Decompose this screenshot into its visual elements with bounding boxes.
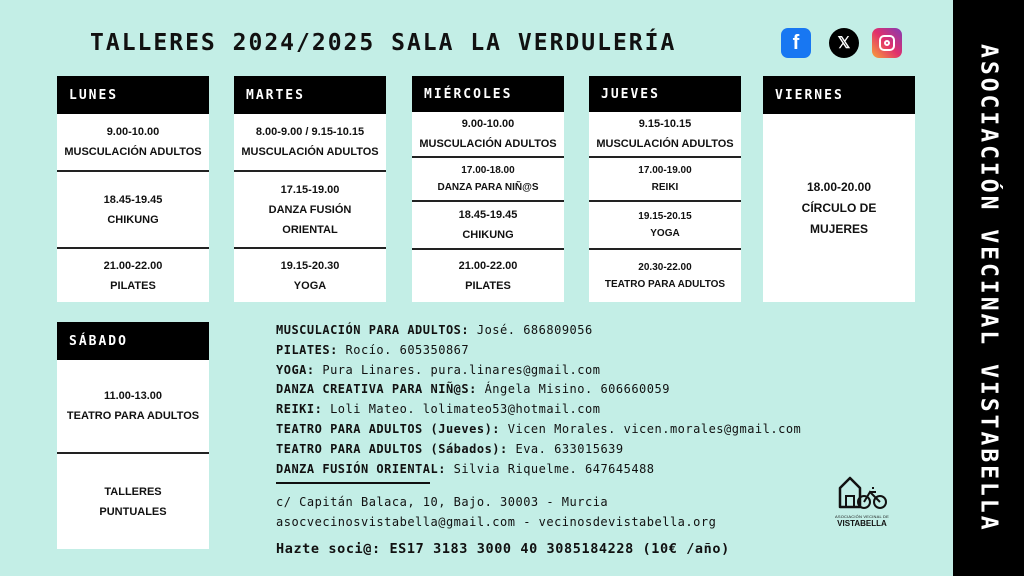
slot-time: 9.00-10.00 (106, 126, 160, 138)
slot-time: 19.15-20.15 (638, 211, 692, 222)
slot-activity: CHIKUNG (107, 213, 159, 226)
slot-activity: MUSCULACIÓN ADULTOS (64, 146, 202, 158)
slot-time: 9.00-10.00 (461, 118, 515, 130)
slot-time: 18.45-19.45 (103, 193, 163, 206)
slot-activity: PILATES (465, 280, 511, 292)
contact-info: Loli Mateo. lolimateo53@hotmail.com (322, 402, 601, 417)
day-card-viernes (763, 76, 915, 302)
schedule-slot (57, 454, 209, 549)
contact-info: Vicen Morales. vicen.morales@gmail.com (500, 421, 802, 436)
slot-activity: PILATES (110, 279, 156, 292)
contacts-list (276, 321, 801, 479)
schedule-slot (412, 250, 564, 302)
schedule-slot (589, 158, 741, 202)
instagram-camera-shape (879, 35, 895, 51)
logo-name: VISTABELLA (837, 519, 887, 528)
schedule-slot (412, 158, 564, 202)
day-card-sabado (57, 322, 209, 549)
membership-info: Hazte soci@: ES17 3183 3000 40 3085184228 (10€ /año) (276, 541, 730, 557)
contact-role: MUSCULACIÓN PARA ADULTOS: (276, 323, 470, 337)
slot-activity: MUSCULACIÓN ADULTOS (596, 138, 734, 150)
day-header: MIÉRCOLES (412, 76, 564, 112)
contact-info: Silvia Riquelme. 647645488 (445, 461, 655, 476)
slot-activity-line2: ORIENTAL (282, 223, 338, 236)
slot-activity: REIKI (651, 182, 679, 193)
contact-emails: asocvecinosvistabella@gmail.com - vecinosdevistabella.org (276, 515, 717, 529)
day-header: SÁBADO (57, 322, 209, 360)
slot-time: 17.15-19.00 (280, 183, 340, 196)
contact-role: TEATRO PARA ADULTOS (Sábados): (276, 441, 508, 456)
slot-activity-line2: MUJERES (809, 221, 868, 236)
slot-time: 18.45-19.45 (458, 209, 518, 221)
schedule-slot (57, 360, 209, 454)
contact-role: REIKI: (276, 402, 323, 417)
schedule-slot (57, 172, 209, 249)
contact-line (276, 400, 801, 420)
slot-activity: CHIKUNG (462, 229, 514, 241)
contact-line (276, 321, 801, 341)
slot-activity: TEATRO PARA ADULTOS (66, 410, 200, 422)
day-card-jueves (589, 76, 741, 302)
slot-time: 17.00-18.00 (461, 165, 515, 176)
slot-time: 21.00-22.00 (458, 260, 518, 272)
day-header: JUEVES (589, 76, 741, 112)
slot-activity: TEATRO PARA ADULTOS (604, 279, 726, 290)
slot-time: 8.00-9.00 / 9.15-10.15 (255, 126, 365, 138)
contact-info: Eva. 633015639 (507, 441, 624, 456)
contact-line (276, 440, 801, 460)
schedule-slot (57, 249, 209, 302)
page-title: TALLERES 2024/2025 SALA LA VERDULERÍA (90, 30, 677, 56)
slot-activity: YOGA (293, 279, 327, 292)
slot-time: TALLERES (104, 485, 162, 498)
slot-time: 20.30-22.00 (638, 262, 692, 273)
contact-role: DANZA FUSIÓN ORIENTAL: (276, 461, 446, 476)
day-card-lunes (57, 76, 209, 302)
facebook-icon[interactable] (781, 28, 811, 58)
schedule-slot (234, 249, 386, 302)
day-header: LUNES (57, 76, 209, 114)
house-bicycle-icon (834, 474, 890, 510)
day-header: VIERNES (763, 76, 915, 114)
slot-time: 11.00-13.00 (103, 390, 163, 402)
sidebar-banner (953, 0, 1024, 576)
slot-activity: CÍRCULO DE (801, 200, 877, 215)
contact-line (276, 341, 801, 361)
contact-info: José. 686809056 (469, 323, 593, 337)
contact-role: YOGA: (276, 362, 315, 377)
contact-line (276, 361, 801, 381)
slot-time: 18.00-20.00 (806, 179, 872, 194)
schedule-slot (589, 250, 741, 302)
association-logo (832, 474, 892, 528)
schedule-slot (234, 172, 386, 249)
contact-info: Pura Linares. pura.linares@gmail.com (314, 362, 601, 377)
day-card-martes (234, 76, 386, 302)
address-block (276, 492, 716, 532)
slot-activity: MUSCULACIÓN ADULTOS (419, 138, 557, 150)
schedule-slot (763, 114, 915, 302)
logo-caption: ASOCIACIÓN VECINAL DE (834, 514, 890, 519)
slot-activity: DANZA FUSIÓN (268, 203, 352, 216)
contact-info: Ángela Misino. 606660059 (476, 382, 670, 397)
day-card-miercoles (412, 76, 564, 302)
schedule-slot (234, 114, 386, 172)
schedule-slot (412, 112, 564, 158)
slot-time: 9.15-10.15 (638, 118, 692, 130)
schedule-slot (589, 202, 741, 250)
association-name: ASOCIACIÓN VECINAL VISTABELLA (975, 43, 1002, 533)
postal-address: c/ Capitán Balaca, 10, Bajo. 30003 - Murcia (276, 495, 609, 509)
contact-role: PILATES: (276, 342, 338, 357)
contact-role: DANZA CREATIVA PARA NIÑ@S: (276, 382, 477, 397)
divider (276, 482, 430, 484)
slot-activity: MUSCULACIÓN ADULTOS (241, 146, 379, 158)
x-glyph: 𝕏 (837, 35, 851, 52)
schedule-slot (589, 112, 741, 158)
slot-time: 21.00-22.00 (103, 259, 163, 272)
slot-time: 19.15-20.30 (280, 259, 340, 272)
x-icon[interactable] (829, 28, 859, 58)
schedule-slot (412, 202, 564, 250)
contact-line (276, 380, 801, 400)
slot-activity: PUNTUALES (99, 505, 167, 518)
slot-time: 17.00-19.00 (638, 165, 692, 176)
instagram-icon[interactable] (872, 28, 902, 58)
schedule-slot (57, 114, 209, 172)
slot-activity: DANZA PARA NIÑ@S (437, 182, 539, 193)
slot-activity: YOGA (650, 228, 680, 239)
facebook-glyph: f (792, 31, 800, 54)
contact-line (276, 420, 801, 440)
contact-line (276, 460, 801, 480)
day-header: MARTES (234, 76, 386, 114)
contact-info: Rocío. 605350867 (337, 342, 470, 357)
contact-role: TEATRO PARA ADULTOS (Jueves): (276, 421, 501, 436)
